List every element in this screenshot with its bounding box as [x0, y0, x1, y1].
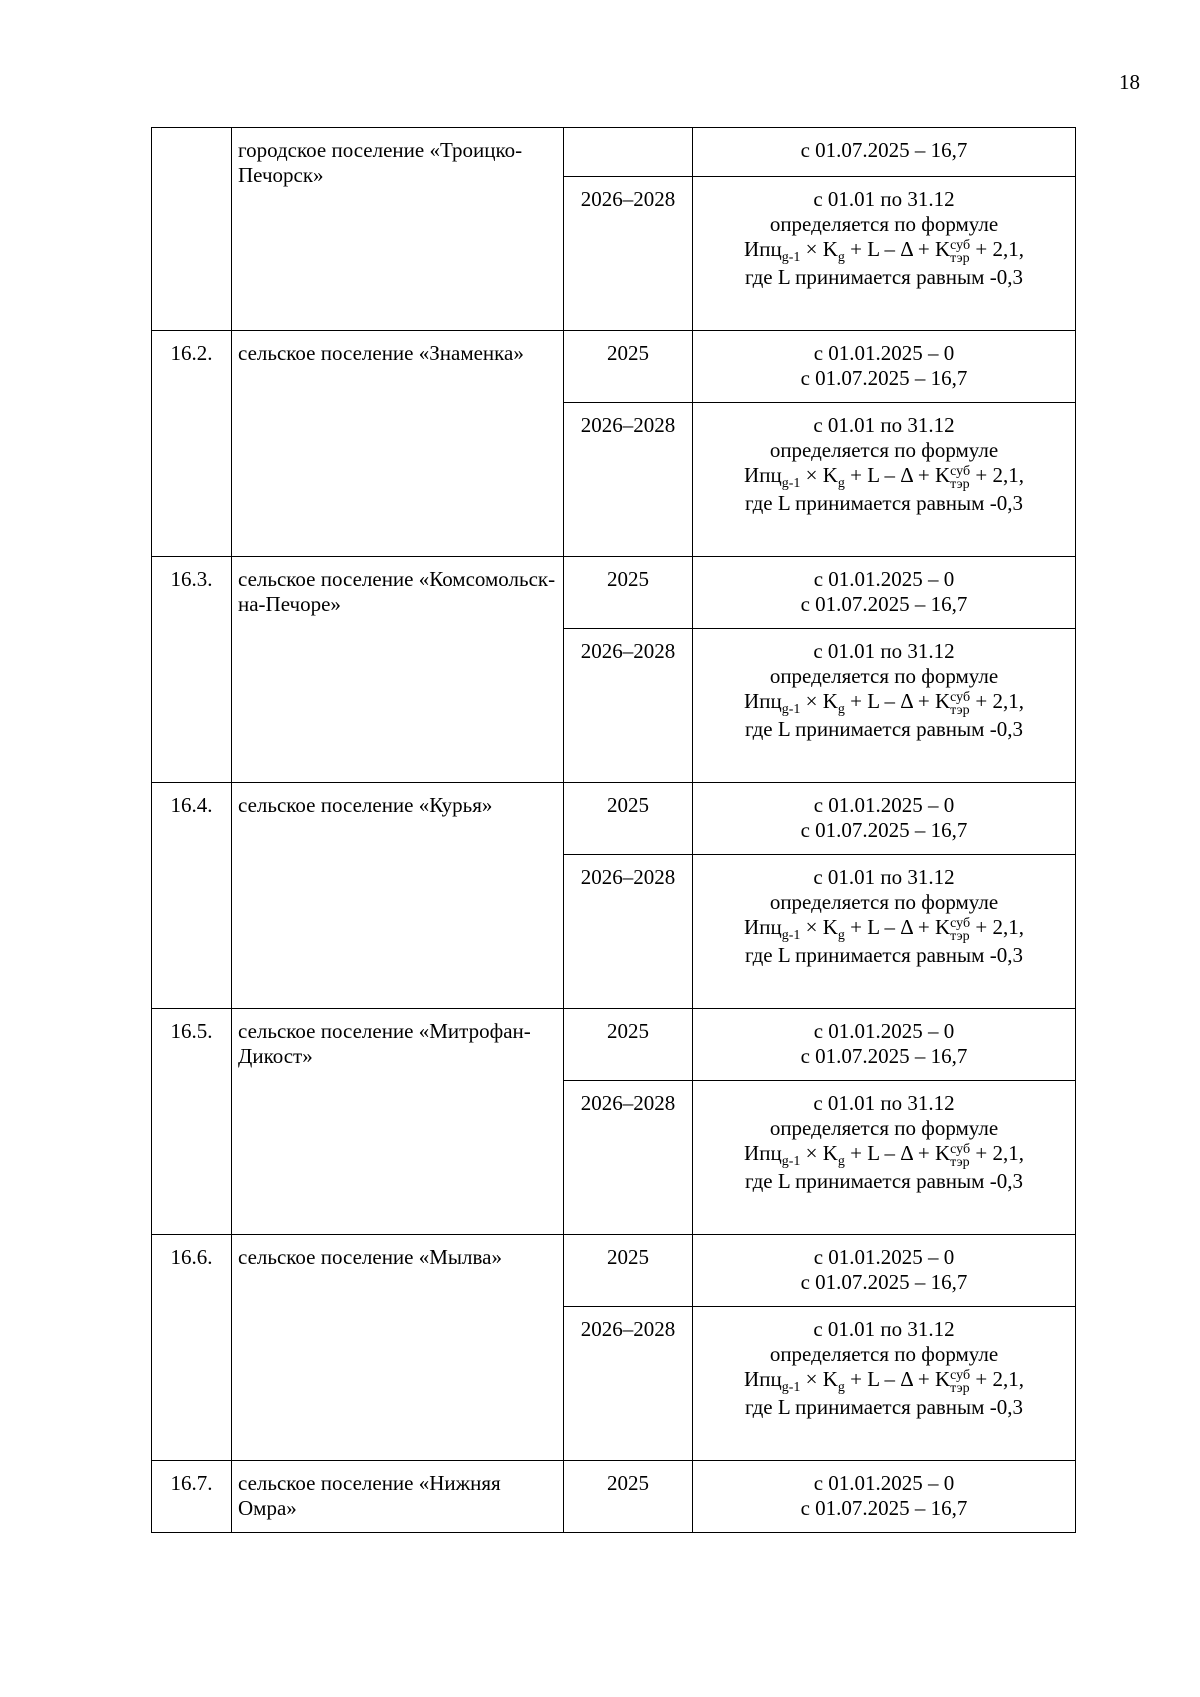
value-cell: [693, 783, 1076, 855]
year-cell: 2025: [564, 783, 693, 855]
year-cell: 2025: [564, 1235, 693, 1307]
value-cell: [693, 128, 1076, 177]
value-cell: [693, 1461, 1076, 1533]
year-cell: [564, 128, 693, 177]
year-range-cell: 2026–2028: [564, 855, 693, 1009]
settlement-name: сельское поселение «Комсомольск-на-Печоре»: [232, 557, 564, 783]
formula: $Ипц_{g-1} \times K_g + L - \Delta + K$ суб тэр + 2,1,: [744, 689, 1024, 718]
formula: $Ипц_{g-1} \times K_g + L - \Delta + K$ суб тэр + 2,1,: [744, 1367, 1024, 1396]
method-line: определяется по формуле: [769, 890, 999, 914]
table-row: [152, 1009, 1076, 1081]
row-number: 16.4.: [152, 783, 232, 1009]
row-number: [152, 128, 232, 331]
value-line: с 01.01.2025 – 0: [813, 1245, 955, 1269]
note-line: где L принимается равным -0,3: [745, 491, 1023, 515]
value-line: с 01.01.2025 – 0: [813, 1019, 955, 1043]
formula: $Ипц_{g-1} \times K_g + L - \Delta + K$ суб тэр + 2,1,: [744, 463, 1024, 492]
note-line: где L принимается равным -0,3: [745, 1169, 1023, 1193]
table-row: [152, 331, 1076, 403]
value-cell: [693, 1235, 1076, 1307]
row-number: 16.5.: [152, 1009, 232, 1235]
method-line: определяется по формуле: [769, 664, 999, 688]
method-line: определяется по формуле: [769, 1116, 999, 1140]
value-cell: [693, 1009, 1076, 1081]
table-row: [152, 557, 1076, 629]
year-range-cell: 2026–2028: [564, 1081, 693, 1235]
value-line: с 01.07.2025 – 16,7: [800, 1496, 968, 1520]
tariff-table: [151, 127, 1076, 1533]
year-range-cell: 2026–2028: [564, 403, 693, 557]
formula-cell: [693, 1307, 1076, 1461]
row-number: 16.6.: [152, 1235, 232, 1461]
table-row: [152, 1235, 1076, 1307]
note-line: где L принимается равным -0,3: [745, 943, 1023, 967]
formula-cell: [693, 403, 1076, 557]
formula: $Ипц_{g-1} \times K_g + L - \Delta + K$ суб тэр + 2,1,: [744, 1141, 1024, 1170]
method-line: определяется по формуле: [769, 438, 999, 462]
value-line: с 01.07.2025 – 16,7: [800, 1044, 968, 1068]
value-line: с 01.07.2025 – 16,7: [800, 592, 968, 616]
row-number: 16.2.: [152, 331, 232, 557]
period-line: с 01.01 по 31.12: [813, 639, 955, 663]
value-line: с 01.07.2025 – 16,7: [800, 1270, 968, 1294]
method-line: определяется по формуле: [769, 1342, 999, 1366]
period-line: с 01.01 по 31.12: [813, 865, 955, 889]
year-cell: 2025: [564, 331, 693, 403]
row-number: 16.7.: [152, 1461, 232, 1533]
year-range-cell: 2026–2028: [564, 177, 693, 331]
period-line: с 01.01 по 31.12: [813, 413, 955, 437]
note-line: где L принимается равным -0,3: [745, 265, 1023, 289]
year-cell: 2025: [564, 1009, 693, 1081]
method-line: определяется по формуле: [769, 212, 999, 236]
settlement-name: городское поселение «Троицко-Печорск»: [232, 128, 564, 331]
row-number: 16.3.: [152, 557, 232, 783]
formula-cell: [693, 177, 1076, 331]
settlement-name: сельское поселение «Мылва»: [232, 1235, 564, 1461]
value-line: с 01.07.2025 – 16,7: [800, 138, 968, 162]
period-line: с 01.01 по 31.12: [813, 1091, 955, 1115]
value-cell: [693, 557, 1076, 629]
year-range-cell: 2026–2028: [564, 629, 693, 783]
note-line: где L принимается равным -0,3: [745, 717, 1023, 741]
value-line: с 01.07.2025 – 16,7: [800, 818, 968, 842]
value-line: с 01.01.2025 – 0: [813, 793, 955, 817]
value-line: с 01.01.2025 – 0: [813, 341, 955, 365]
value-line: с 01.07.2025 – 16,7: [800, 366, 968, 390]
settlement-name: сельское поселение «Нижняя Омра»: [232, 1461, 564, 1533]
formula-cell: [693, 1081, 1076, 1235]
formula: $Ипц_{g-1} \times K_g + L - \Delta + K$ суб тэр + 2,1,: [744, 237, 1024, 266]
year-range-cell: 2026–2028: [564, 1307, 693, 1461]
year-cell: 2025: [564, 557, 693, 629]
year-cell: 2025: [564, 1461, 693, 1533]
formula-cell: [693, 855, 1076, 1009]
page-number: 18: [1119, 70, 1140, 94]
settlement-name: сельское поселение «Митрофан-Дикост»: [232, 1009, 564, 1235]
formula: $Ипц_{g-1} \times K_g + L - \Delta + K$ суб тэр + 2,1,: [744, 915, 1024, 944]
settlement-name: сельское поселение «Курья»: [232, 783, 564, 1009]
settlement-name: сельское поселение «Знаменка»: [232, 331, 564, 557]
value-cell: [693, 331, 1076, 403]
value-line: с 01.01.2025 – 0: [813, 1471, 955, 1495]
formula-cell: [693, 629, 1076, 783]
value-line: с 01.01.2025 – 0: [813, 567, 955, 591]
period-line: с 01.01 по 31.12: [813, 187, 955, 211]
table-row: [152, 1461, 1076, 1533]
table-row: [152, 783, 1076, 855]
table-row: [152, 128, 1076, 177]
note-line: где L принимается равным -0,3: [745, 1395, 1023, 1419]
period-line: с 01.01 по 31.12: [813, 1317, 955, 1341]
